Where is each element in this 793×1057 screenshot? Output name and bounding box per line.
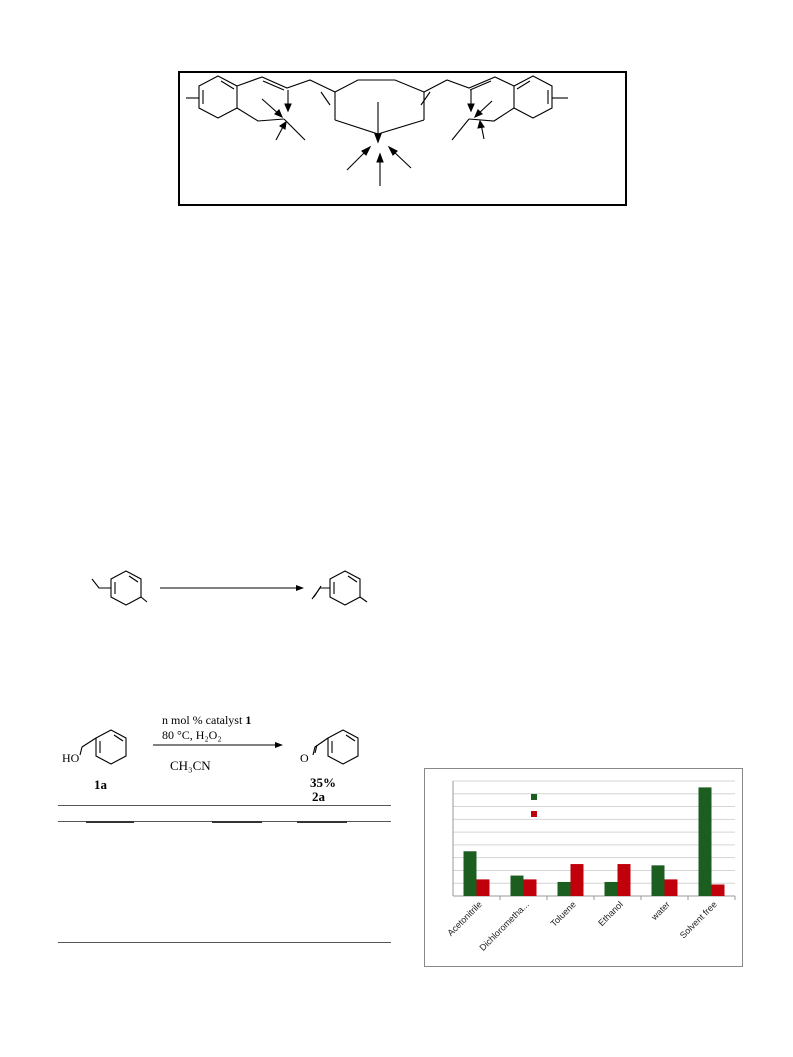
table-bottom-rule: [58, 942, 391, 943]
yield-label: 35%: [310, 775, 336, 790]
left-benzene-ring: [199, 76, 237, 118]
ho-label: HO: [62, 751, 80, 765]
x-tick-label: Solvent free: [677, 899, 719, 941]
bar-series-1-0: [464, 851, 477, 896]
legend-marker-2: [531, 811, 537, 817]
reactant-label: 1a: [94, 777, 107, 792]
coordination-arrows: [262, 90, 492, 186]
bar-series-1-3: [605, 882, 618, 896]
x-tick-label: Acetonitrile: [445, 899, 484, 938]
chart-svg: [425, 769, 742, 966]
table-col-rule-3: [297, 821, 347, 823]
solvent-bar-chart: [424, 768, 743, 967]
conditions-line-1: n mol % catalyst 1: [162, 713, 252, 727]
table-col-rule-1: [86, 821, 134, 823]
bar-series-2-1: [524, 879, 537, 896]
right-benzene-ring: [514, 76, 552, 118]
bar-series-2-4: [665, 879, 678, 896]
bar-series-2-0: [477, 879, 490, 896]
catalyst-number: 1: [245, 713, 252, 727]
bar-series-1-5: [699, 787, 712, 896]
bar-series-2-2: [571, 864, 584, 896]
macrocycle-structure: [0, 0, 793, 220]
bar-series-1-2: [558, 882, 571, 896]
product-label: 2a: [312, 789, 325, 804]
x-tick-label: Dichlorometha...: [477, 899, 531, 953]
bar-series-2-3: [618, 864, 631, 896]
dehydrogenation-scheme: [0, 555, 793, 625]
bar-series-1-4: [652, 865, 665, 896]
conditions-line-2: 80 °C, H₂O₂: [162, 728, 222, 742]
o-label: O: [300, 751, 309, 765]
solvent-label: CH₃CN: [170, 758, 211, 773]
bar-series-1-1: [511, 876, 524, 896]
table-top-rule: [58, 805, 391, 806]
table-col-rule-2: [212, 821, 262, 823]
x-tick-label: water: [649, 899, 672, 922]
bar-series-2-5: [712, 885, 725, 897]
x-tick-label: Ethanol: [596, 899, 625, 929]
x-tick-label: Toluene: [548, 899, 578, 929]
legend-marker-1: [531, 794, 537, 800]
